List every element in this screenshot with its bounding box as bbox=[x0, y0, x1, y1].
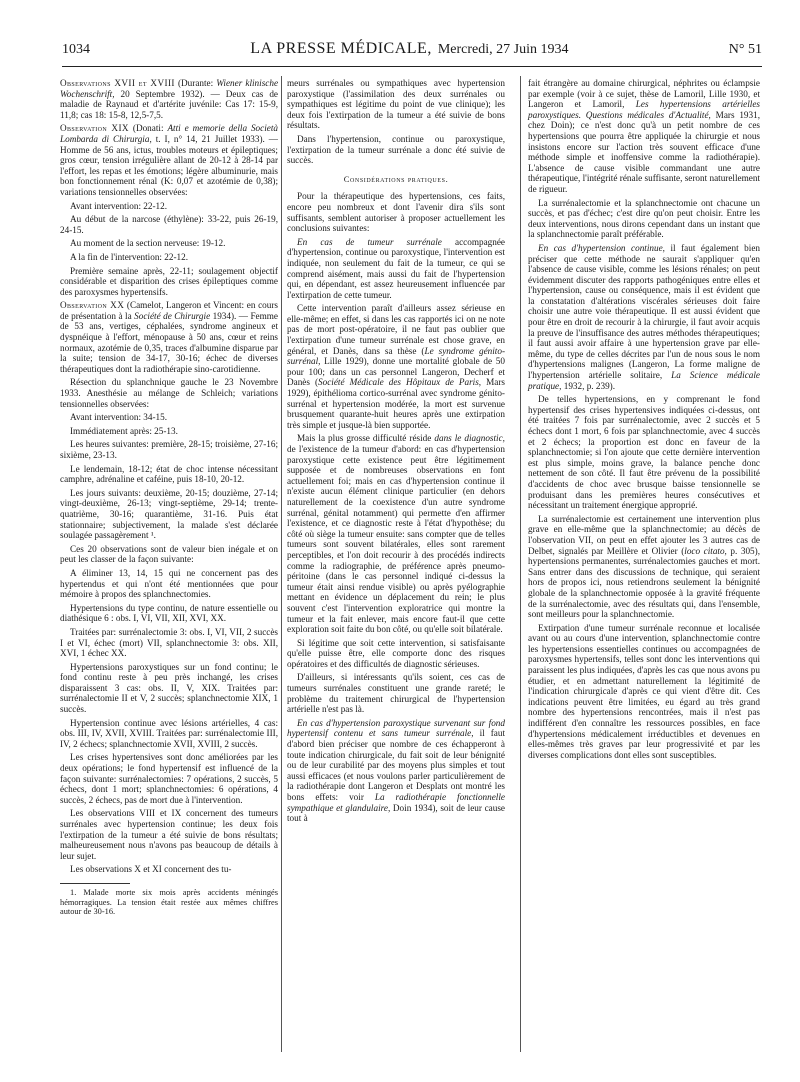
paragraph: La surrénalectomie et la splanchnectomie ont chacune un succès, et pas d'échec; c'est dire qu'on peut choisir. Entre les deux interventions, nous dirons cependant dans un instant que la splanchnectomie paraît préférable. bbox=[528, 197, 760, 240]
paragraph: Les jours suivants: deuxième, 20-15; douzième, 27-14; vingt-deuxième, 26-13; vingt-septième, 29-14; trente-quatrième, 30-16; quarantième, 31-16. Puis état stationnaire; subjectivement, la malade s'est déclarée soulagée passagèrement ¹. bbox=[60, 487, 278, 541]
paragraph: Résection du splanchnique gauche le 23 Novembre 1933. Anesthésie au mélange de Schleich; variations tensionnelles observées: bbox=[60, 377, 278, 409]
issue-number: N° 51 bbox=[728, 42, 762, 57]
column-1 bbox=[60, 78, 278, 920]
paragraph: Au début de la narcose (éthylène): 33-22, puis 26-19, 24-15. bbox=[60, 214, 278, 235]
paragraph: Première semaine après, 22-11; soulagement objectif considérable et disparition des crises épileptiques comme des paroxysmes hypertensifs. bbox=[60, 265, 278, 297]
paragraph: En cas d'hypertension continue, il faut également bien préciser que cette méthode ne saurait s'appliquer qu'en l'absence de cause visible, comme les lésions rénales; on peut évidemment discuter des rapports pathogéniques entre elles et l'hypertension, cause ou conséquence, mais il est évident que la constatation d'altérations viscérales sérieuses doit faire choisir une autre voie thérapeutique. Il est aussi évident que pour être en droit de recourir à la chirurgie, il faut avoir acquis la preuve de l'insuffisance des autres méthodes thérapeutiques; il faut aussi avoir affaire à une hypertension grave par elle-même, du type de celles décrites par l'un de nous sous le nom d'hypertensions malignes (Langeron, La forme maligne de l'hypertension artérielle solitaire, La Science médicale pratique, 1932, p. 239). bbox=[528, 242, 760, 391]
paragraph: Le lendemain, 18-12; état de choc intense nécessitant camphre, adrénaline et caféine, puis 18-10, 20-12. bbox=[60, 463, 278, 485]
paragraph: Pour la thérapeutique des hypertensions, ces faits, encore peu nombreux et dont l'avenir dira s'ils sont suffisants, semblent autoriser à proposer actuellement les conclusions suivantes: bbox=[287, 191, 505, 234]
page-number: 1034 bbox=[62, 42, 90, 57]
paragraph: Ces 20 observations sont de valeur bien inégale et on peut les classer de la façon suivante: bbox=[60, 543, 278, 565]
paragraph: Si légitime que soit cette intervention, si satisfaisante qu'elle puisse être, elle comporte donc des risques opératoires et des difficultés de diagnostic sérieuses. bbox=[287, 637, 505, 669]
paragraph: Traitées par: surrénalectomie 3: obs. I, VI, VII, 2 succès I et VI, échec (mort) VII, splanchnectomie 3: obs. XII, XVI, 1 échec XX. bbox=[60, 626, 278, 659]
paragraph: Extirpation d'une tumeur surrénale reconnue et localisée avant ou au cours d'une intervention, splanchnectomie contre les hypertensions essentielles continues ou accompagnées de paroxysmes hypertensifs, telles sont donc les interventions qui paraissent les plus indiquées, d'après les cas que nous avons pu étudier, et en admettant naturellement la légitimité de l'indication chirurgicale d'après ce qui vient d'être dit. Ces indications peuvent être limitées, eu égard au très grand nombre des hypertensions rencontrées, mais il n'est pas indifférent d'en connaître les ressources possibles, en face d'hypertensions médicalement irréductibles et devenues en elles-mêmes très graves par leur progressivité et par les diverses complications dont elles sont susceptibles. bbox=[528, 622, 760, 760]
paragraph: En cas de tumeur surrénale accompagnée d'hypertension, continue ou paroxystique, l'intervention est indiquée, non seulement du fait de la tumeur, ce qui se comprend aisément, mais aussi du fait de l'hypertension qui, en dépendant, est assez heureusement influencée par l'extirpation de cette tumeur. bbox=[287, 236, 505, 300]
paragraph: A éliminer 13, 14, 15 qui ne concernent pas des hypertendus et qui n'ont été mentionnées que pour mémoire à propos des splanchnectomies. bbox=[60, 567, 278, 600]
paragraph: Les observations X et XI concernent des tu- bbox=[70, 864, 232, 875]
paragraph: Immédiatement après: 25-13. bbox=[70, 425, 178, 436]
paragraph: Observation XIX (Donati: Atti e memorie della Società Lombarda di Chirurgia, t. I, n° 14, 21 Juillet 1933). — Homme de 56 ans, ictus, troubles moteurs et épileptiques; gros cœur, tension irrégulière allant de 20-12 à 28-14 par l'effort, les repas et les émotions; légère albuminurie, mais bon fonctionnement rénal (K: 0,07 et azotémie de 0,38); variations tensionnelles observées: bbox=[60, 123, 279, 197]
paragraph: Hypertension continue avec lésions artérielles, 4 cas: obs. III, IV, XVII, XVIII. Traitées par: surrénalectomie III, IV, 2 échecs; splanchnectomie XVII, XVIII, 2 succès. bbox=[60, 717, 278, 749]
paragraph: Avant intervention: 22-12. bbox=[70, 200, 168, 211]
paragraph: A la fin de l'intervention: 22-12. bbox=[70, 251, 189, 262]
column-divider bbox=[281, 76, 282, 1052]
paragraph: Dans l'hypertension, continue ou paroxystique, l'extirpation de la tumeur surrénale a donc été suivie de succès. bbox=[287, 133, 505, 166]
paragraph: meurs surrénales ou sympathiques avec hypertension paroxystique (l'assimilation des deux surrénales ou sympathiques est légitime du point de vue clinique); les deux fois l'extirpation de la tumeur a été suivie de bons résultats. bbox=[287, 78, 505, 131]
paragraph: Observation XX (Camelot, Langeron et Vincent: en cours de présentation à la Société de Chirurgie 1934). — Femme de 53 ans, vertiges, céphalées, syndrome angineux et dyspnéique à l'effort, ménopause à 50 ans, cœur et reins normaux, azotémie de 0,35, traces d'albumine disparue par la suite; tension de 34-17, 30-16; échec de diverses thérapeutiques dont la radiothérapie sino-carotidienne. bbox=[60, 300, 279, 374]
paragraph: En cas d'hypertension paroxystique survenant sur fond hypertensif contenu et sans tumeur surrénale, il faut d'abord bien préciser que nombre de ces échapperont à toute indication chirurgicale, du fait soit de leur bénignité ou de leur curabilité par des moyens plus simples et tout aussi efficaces (et nous voulons parler particulièrement de la radiothérapie dont Langeron et Desplats ont montré les bons effets: voir La radiothérapie fonctionnelle sympathique et glandulaire, Doin 1934), soit de leur cause tout à bbox=[287, 717, 506, 824]
page-header bbox=[62, 40, 762, 67]
paragraph: Au moment de la section nerveuse: 19-12. bbox=[70, 238, 226, 249]
paragraph: Les observations VIII et IX concernent des tumeurs surrénales avec hypertension continue; les deux fois l'extirpation de la tumeur a été suivie de bons résultats; malheureusement nous n'avons pas beaucoup de détails à leur sujet. bbox=[60, 808, 278, 861]
paragraph: Hypertensions paroxystiques sur un fond continu; le fond continu reste à peu près inchangé, les crises disparaissent 3 cas: obs. II, V, XIX. Traitées par: surrénalectomie II et V, 2 succès; splanchnectomie XIX, 1 succès. bbox=[60, 661, 278, 715]
paragraph: D'ailleurs, si intéressants qu'ils soient, ces cas de tumeurs surrénales constituent une grande rareté; le problème du traitement chirurgical de l'hypertension artérielle n'est pas là. bbox=[287, 672, 505, 715]
journal-masthead bbox=[250, 40, 568, 58]
footnote-rule bbox=[60, 883, 130, 884]
column-3 bbox=[528, 78, 760, 763]
column-divider bbox=[520, 76, 521, 1052]
issue-date: Mercredi, 27 Juin 1934 bbox=[437, 42, 569, 57]
paragraph: Mais la plus grosse difficulté réside dans le diagnostic, de l'existence de la tumeur d'abord: en cas d'hypertension paroxystique cette existence peut être légitimement supposée et de nombreuses observations en font actuellement foi; mais en cas d'hypertension continue il n'existe aucun élément clinique particulier (en dehors naturellement de la coexistence d'un autre syndrome surrénal, génital notamment) qui permette d'en affirmer l'existence, et ce diagnostic reste à l'état d'hypothèse; du côté où siège la tumeur ensuite: sans compter que de telles tumeurs sont souvent bilatérales, elles sont rarement perceptibles, et l'on doit recourir à des procédés indirects comme la radiographie, de préférence après pneumo-péritoine (dans le cas personnel indiqué ci-dessus la tumeur était ainsi rendue visible) ou après pyélographie mettant en évidence un déplacement du rein; le plus souvent c'est l'intervention exploratrice qui montre la tumeur et la fait enlever, mais encore faut-il que cette exploration soit faite du bon côté, ou qu'elle soit bilatérale. bbox=[287, 433, 505, 635]
footnote: 1. Malade morte six mois après accidents méningés hémorragiques. La tension était restée aux mêmes chiffres autour de 30-16. bbox=[60, 887, 278, 917]
paragraph: Observations XVII et XVIII (Durante: Wiener klinische Wochenschrift, 20 Septembre 1932). — Deux cas de maladie de Raynaud et d'artérite juvénile: Cas 17: 15-9, 11,8; cas 18: 15-8, 12,5-7,5. bbox=[60, 78, 279, 120]
paragraph: Hypertensions du type continu, de nature essentielle ou diathésique 6 : obs. I, VI, VII, XII, XVI, XX. bbox=[60, 602, 278, 624]
section-heading: Considérations pratiques. bbox=[343, 173, 449, 184]
paragraph: Cette intervention paraît d'ailleurs assez sérieuse en elle-même; en effet, si dans les cas rapportés ici on ne note pas de mort post-opératoire, il ne faut pas oublier que l'extirpation d'une tumeur surrénale est chose grave, en général, et Danès, dans sa thèse (Le syndrome génito-surrénal, Lille 1929), donne une mortalité globale de 50 pour 100; dans un cas personnel Langeron, Decherf et Danès (Société Médicale des Hôpitaux de Paris, Mars 1929), épithélioma cortico-surrénal avec syndrome génito-surrénal et hypertension modérée, la mort est survenue brusquement quarante-huit heures après une extirpation très simple et jusque-là bien supportée. bbox=[287, 303, 505, 430]
paragraph: La surrénalectomie est certainement une intervention plus grave en elle-même que la splanchnectomie; au décès de l'observation VII, on peut en effet ajouter les 3 autres cas de Delbet, signalés par Meillère et Olivier (loco citato, p. 305), hypertensions permanentes, surrénalectomies gauches et mort. Sans entrer dans des discussions de technique, qui seraient hors de propos ici, nous retiendrons seulement la bénignité globale de la splanchnectomie opposée à la gravité fréquente de la surrénalectomie, avec des résultats qui, dans l'ensemble, sont meilleurs pour la splanchnectomie. bbox=[528, 513, 760, 620]
paragraph: Avant intervention: 34-15. bbox=[70, 412, 168, 423]
paragraph: Les heures suivantes: première, 28-15; troisième, 27-16; sixième, 23-13. bbox=[60, 439, 278, 460]
paragraph: De telles hypertensions, en y comprenant le fond hypertensif des crises hypertensives indiquées ci-dessus, ont été traitées 7 fois par surrénalectomie, avec 2 succès et 5 échecs dont 1 mort, 6 fois par splanchnectomie, avec 4 succès et 2 échecs; la proportion est donc en faveur de la splanchnectomie; si l'on ajoute que cette dernière intervention est plus simple, moins grave, la balance penche donc nettement de son côté. Il faut être prévenu de la possibilité d'accidents de choc avec brusque baisse tensionnelle se produisant dans les premières heures consécutives et nécessitant un traitement énergique approprié. bbox=[528, 394, 760, 511]
journal-title: LA PRESSE MÉDICALE, bbox=[250, 40, 432, 57]
paragraph: fait étrangère au domaine chirurgical, néphrites ou éclampsie par exemple (voir à ce sujet, thèse de Lamoril, Lille 1930, et Langeron et Lamoril, Les hypertensions artérielles paroxystiques. Questions médicales d'Actualité, Mars 1931, chez Doin); ce n'est donc qu'à un petit nombre de ces hypertensions que pourra être appliquée la chirurgie et nous insistons encore sur l'action très souvent efficace d'une méthode simple et inoffensive comme la radiothérapie). L'absence de cause visible commandant une autre thérapeutique, l'intégrité rénale suffisante, seront naturellement de rigueur. bbox=[528, 78, 760, 194]
column-2 bbox=[287, 78, 505, 827]
paragraph: Les crises hypertensives sont donc améliorées par les deux opérations; le fond hypertensif est influencé de la façon suivante: surrénalectomies: 7 opérations, 2 succès, 5 échecs, dont 1 mort; splanchnectomies: 6 opérations, 4 succès, 2 échecs, pas de mort due à l'intervention. bbox=[60, 752, 278, 805]
